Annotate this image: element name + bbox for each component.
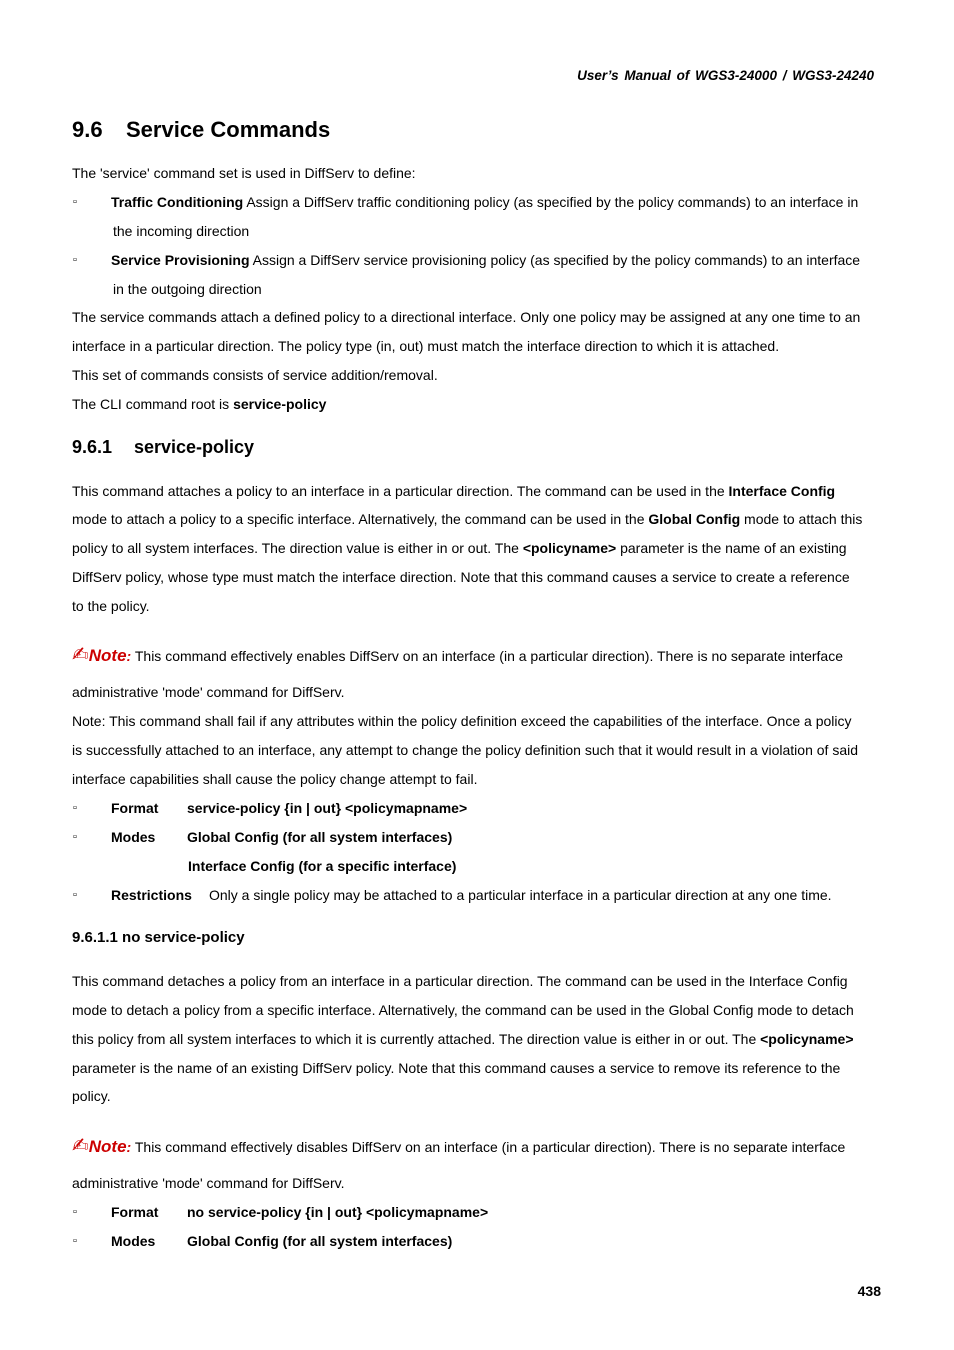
restrictions-label: Restrictions [111, 887, 192, 903]
intro-text: The 'service' command set is used in DiffServ to define: [72, 165, 416, 181]
note-line [72, 1134, 845, 1159]
text-run-bold: <policyname> [760, 1031, 854, 1047]
section-heading [72, 117, 330, 143]
format-value: service-policy {in | out} <policymapname> [187, 800, 468, 816]
section-title: Service Commands [126, 117, 331, 142]
page-number: 438 [857, 1283, 881, 1299]
modes-label: Modes [111, 829, 156, 845]
bullet-icon: ▫ [73, 196, 77, 208]
definition-text: Assign a DiffServ traffic conditioning policy (as specified by the policy commands) to an interface in [243, 194, 859, 210]
paragraph-line [72, 1031, 854, 1048]
note-label: Note [88, 646, 127, 665]
bullet-icon: ▫ [73, 1235, 77, 1247]
definition-term: Traffic Conditioning [111, 194, 244, 210]
subsection-title: service-policy [134, 437, 255, 457]
restrictions-value: Only a single policy may be attached to a particular interface in a particular direction at any one time. [209, 887, 832, 903]
writing-hand-icon: ✍ [72, 1135, 89, 1157]
paragraph-line [72, 540, 847, 557]
modes-value: Global Config (for all system interfaces) [187, 1233, 453, 1249]
bullet-icon: ▫ [73, 889, 77, 901]
note-colon: : [126, 1139, 132, 1155]
paragraph-line: policy. [72, 1088, 111, 1104]
text-run: mode to attach a policy to a specific interface. Alternatively, the command can be used in the [72, 511, 649, 527]
paragraph-line: Note: This command shall fail if any attributes within the policy definition exceed the capabilities of the interface. Once a policy [72, 713, 852, 729]
text-run: this policy from all system interfaces to which it is currently attached. The direction value is either in or out. The [72, 1031, 761, 1047]
text-run: This command attaches a policy to an interface in a particular direction. The command can be used in the [72, 483, 729, 499]
note-colon: : [126, 648, 132, 664]
paragraph-line: The service commands attach a defined policy to a directional interface. Only one policy may be assigned at any one time to an [72, 309, 861, 325]
modes-value: Interface Config (for a specific interface) [188, 858, 457, 874]
note-text: This command effectively enables DiffServ on an interface (in a particular direction). There is no separate interface [131, 648, 843, 664]
writing-hand-icon: ✍ [72, 644, 89, 666]
definition-continuation: the incoming direction [113, 223, 250, 239]
paragraph-line [72, 483, 835, 500]
note-text: This command effectively disables DiffServ on an interface (in a particular direction). There is no separate interface [131, 1139, 846, 1155]
definition-text: Assign a DiffServ service provisioning policy (as specified by the policy commands) to an interface [249, 252, 861, 268]
running-header: User’s Manual of WGS3-24000 / WGS3-24240 [577, 68, 874, 83]
paragraph-line: administrative 'mode' command for DiffServ. [72, 684, 345, 700]
definition-traffic-conditioning [111, 194, 858, 211]
note-line [72, 643, 843, 668]
definition-term: Service Provisioning [111, 252, 250, 268]
command-root-prefix: The CLI command root is [72, 396, 234, 412]
paragraph-line: parameter is the name of an existing DiffServ policy. Note that this command causes a service to remove its reference to the [72, 1060, 841, 1076]
paragraph-line: This command detaches a policy from an interface in a particular direction. The command can be used in the Interface Config [72, 973, 848, 989]
paragraph-line: interface capabilities shall cause the policy change attempt to fail. [72, 771, 478, 787]
command-root-name: service-policy [233, 396, 327, 412]
note-label: Note [88, 1137, 127, 1156]
paragraph-line: is successfully attached to an interface, any attempt to change the policy definition such that it would result in a violation of said [72, 742, 859, 758]
text-run-bold: Interface Config [728, 483, 836, 499]
paragraph-line: DiffServ policy, whose type must match the interface direction. Note that this command causes a service to create a reference [72, 569, 850, 585]
subsection-heading [72, 437, 254, 458]
bullet-icon: ▫ [73, 802, 77, 814]
format-value: no service-policy {in | out} <policymapname> [187, 1204, 489, 1220]
format-label: Format [111, 1204, 159, 1220]
text-run: mode to attach this [740, 511, 863, 527]
command-root-line [72, 396, 326, 413]
paragraph-line: to the policy. [72, 598, 150, 614]
text-run: parameter is the name of an existing [616, 540, 847, 556]
definition-service-provisioning [111, 252, 860, 269]
paragraph-line: mode to detach a policy from a specific interface. Alternatively, the command can be used in the Global Config mode to detach [72, 1002, 854, 1018]
bullet-icon: ▫ [73, 831, 77, 843]
text-run: policy to all system interfaces. The direction value is either in or out. The [72, 540, 523, 556]
modes-value: Global Config (for all system interfaces) [187, 829, 453, 845]
subsection-number: 9.6.1 [72, 437, 113, 457]
text-run-bold: <policyname> [522, 540, 617, 556]
paragraph-line: interface in a particular direction. The policy type (in, out) must match the interface direction to which it is attached. [72, 338, 780, 354]
paragraph-line: This set of commands consists of service addition/removal. [72, 367, 438, 383]
paragraph-line: administrative 'mode' command for DiffServ. [72, 1175, 345, 1191]
format-label: Format [111, 800, 159, 816]
bullet-icon: ▫ [73, 1206, 77, 1218]
subsubsection-heading: 9.6.1.1 no service-policy [72, 929, 245, 946]
paragraph-line [72, 511, 862, 528]
section-number: 9.6 [72, 117, 103, 142]
modes-label: Modes [111, 1233, 156, 1249]
definition-continuation: in the outgoing direction [113, 281, 262, 297]
bullet-icon: ▫ [73, 254, 77, 266]
text-run-bold: Global Config [648, 511, 741, 527]
